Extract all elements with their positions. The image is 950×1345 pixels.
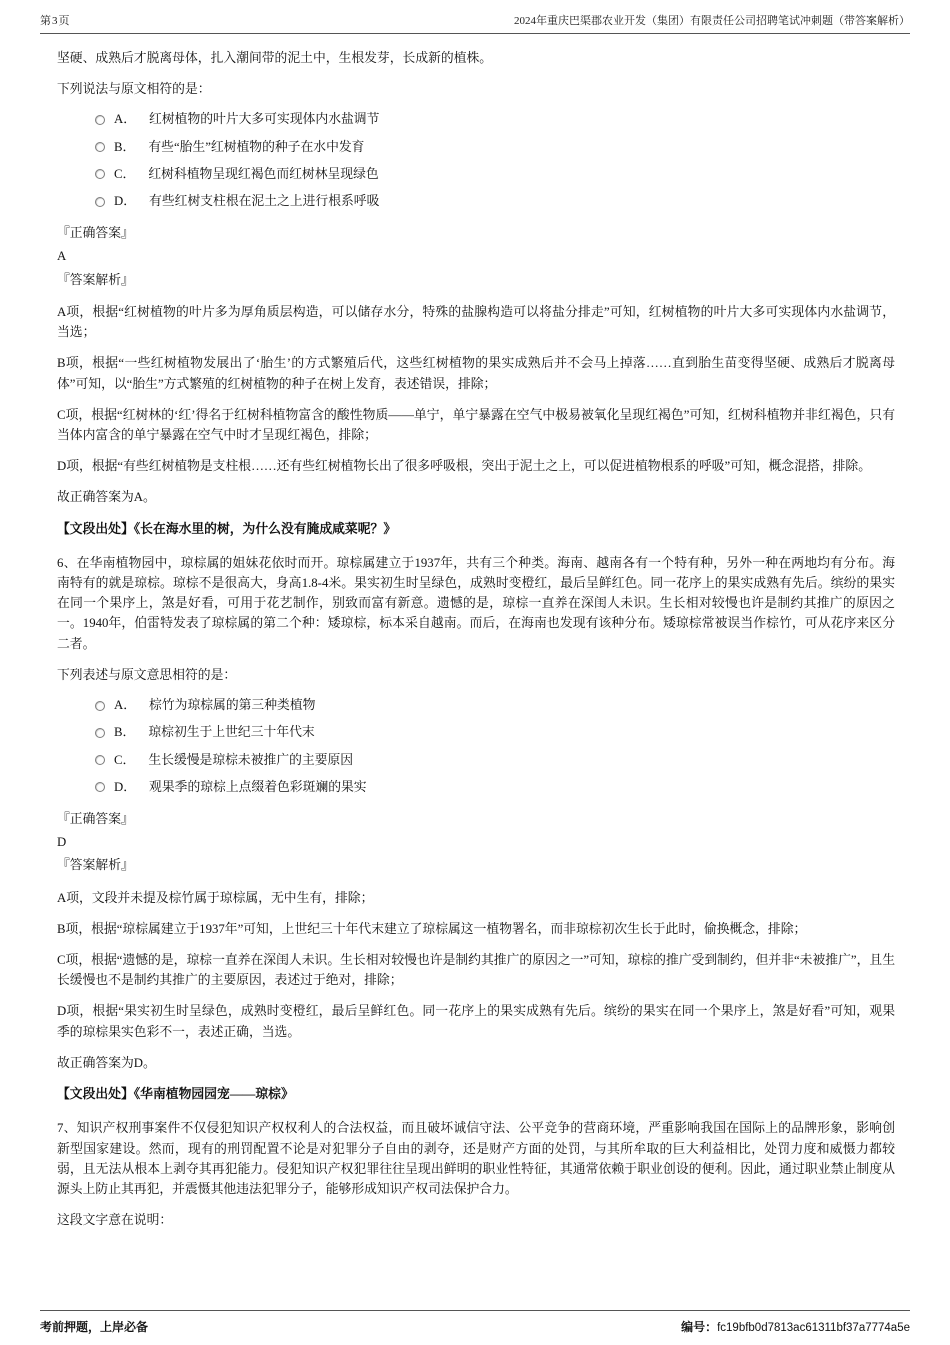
option-label: C． [114, 752, 136, 767]
analysis-header: 『答案解析』 [57, 858, 134, 873]
option-text: 观果季的琼棕上点缀着色彩斑斓的果实 [149, 779, 367, 794]
analysis-paragraph: D项，根据“果实初生时呈绿色，成熟时变橙红，最后呈鲜红色。同一花序上的果实成熟有先后。缤纷的果实在同一个果序上，煞是好看”可知，观果季的琼棕果实色彩不一，表述正确，当选。 [57, 1004, 895, 1039]
question-passage: 7、知识产权刑事案件不仅侵犯知识产权权利人的合法权益，而且破坏诚信守法、公平竞争的营商环境，严重影响我国在国际上的品牌形象，影响创新型国家建设。然而，现有的刑罚配置不论是对犯罪分子自由的剥夺，还是财产方面的处罚，与其所牟取的巨大利益相比，处罚力度和威慑力都较弱，且无法从根本上剥夺其再犯能力。侵犯知识产权犯罪往往呈现出鲜明的职业性特征，其通常依赖于职业创设的便利。因此，通过职业禁止制度从源头上防止其再犯，并震慑其他违法犯罪分子，能够形成知识产权司法保护合力。 [57, 1121, 895, 1196]
analysis-paragraph: C项，根据“遗憾的是，琼棕一直养在深闺人未识。生长相对较慢也许是制约其推广的原因之一”可知，琼棕的推广受到制约，但并非“未被推广”，且生长缓慢也不是制约其推广的主要原因，表述过于绝对，排除； [57, 952, 895, 988]
question-prompt: 下列说法与原文相符的是： [57, 82, 211, 97]
option-text: 有些红树支柱根在泥土之上进行根系呼吸 [149, 194, 380, 208]
option-label: D． [114, 779, 137, 794]
source-line: 【文段出处】《长在海水里的树，为什么没有腌成咸菜呢？》 [57, 521, 397, 536]
question-7-block [57, 1118, 895, 1230]
footer-serial-label: 编号： [681, 1320, 718, 1334]
option-label: B． [114, 139, 136, 154]
radio-button-icon[interactable] [95, 728, 105, 738]
radio-button-icon[interactable] [95, 701, 105, 711]
option-row-c[interactable] [95, 751, 895, 770]
correct-answer-value: D [57, 835, 67, 850]
option-row-b[interactable] [95, 138, 895, 157]
passage-continuation: 坚硬、成熟后才脱离母体，扎入潮间带的泥土中，生根发芽，长成新的植株。 [57, 51, 493, 65]
document-body [57, 48, 895, 1241]
options-group-q5 [95, 110, 895, 211]
footer-slogan: 考前押题，上岸必备 [40, 1320, 149, 1334]
option-label: D． [114, 194, 137, 208]
correct-answer-value: A [57, 249, 67, 264]
correct-answer-header: 『正确答案』 [57, 226, 134, 241]
option-text: 有些“胎生”红树植物的种子在水中发育 [148, 139, 365, 154]
option-text: 棕竹为琼棕属的第三种类植物 [149, 698, 316, 713]
question-5-block [57, 48, 895, 539]
footer-serial [681, 1318, 910, 1335]
footer-serial-value: fc19bfb0d7813ac61311bf37a7774a5e [717, 1322, 910, 1334]
radio-button-icon[interactable] [95, 169, 105, 179]
question-prompt: 这段文字意在说明： [57, 1213, 173, 1228]
analysis-paragraph: B项，根据“一些红树植物发展出了‘胎生’的方式繁殖后代，这些红树植物的果实成熟后并不会马上掉落……直到胎生苗变得坚硬、成熟后才脱离母体”可知，以“胎生”方式繁殖的红树植物的种子在树上发育，表述错误，排除； [57, 356, 895, 391]
page-footer [40, 1310, 910, 1335]
conclusion-line: 故正确答案为A。 [57, 490, 156, 505]
page-header [40, 12, 910, 34]
page-number: 第3页 [40, 15, 71, 27]
document-title: 2024年重庆巴渠郡农业开发（集团）有限责任公司招聘笔试冲刺题（带答案解析） [514, 15, 910, 27]
analysis-paragraph: A项，文段并未提及棕竹属于琼棕属，无中生有，排除； [57, 890, 374, 905]
option-row-c[interactable] [95, 165, 895, 184]
option-row-b[interactable] [95, 723, 895, 742]
option-text: 红树植物的叶片大多可实现体内水盐调节 [149, 112, 380, 127]
radio-button-icon[interactable] [95, 755, 105, 765]
option-row-a[interactable] [95, 110, 895, 129]
option-label: A． [114, 698, 137, 713]
conclusion-line: 故正确答案为D。 [57, 1055, 156, 1070]
options-group-q6 [95, 696, 895, 797]
option-row-a[interactable] [95, 696, 895, 715]
analysis-paragraph: B项，根据“琼棕属建立于1937年”可知，上世纪三十年代末建立了琼棕属这一植物署名，而非琼棕初次生长于此时，偷换概念，排除； [57, 921, 807, 936]
option-label: B． [114, 725, 136, 740]
correct-answer-header: 『正确答案』 [57, 811, 134, 826]
option-row-d[interactable] [95, 778, 895, 797]
option-label: A． [114, 112, 137, 127]
question-passage: 6、在华南植物园中，琼棕属的姐妹花依时而开。琼棕属建立于1937年，共有三个种类。海南、越南各有一个特有种，另外一种在两地均有分布。海南特有的就是琼棕。琼棕不是很高大，身高1.8-4米。果实初生时呈绿色，成熟时变橙红，最后呈鲜红色。同一花序上的果实成熟有先后。缤纷的果实在同一个果序上，煞是好看，可用于花艺制作，别致而富有新意。遗憾的是，琼棕一直养在深闺人未识。生长相对较慢也许是制约其推广的原因之一。1940年，伯雷特发表了琼棕属的第二个种：矮琼棕，标本采自越南。而后，在海南也发现有该种分布。矮琼棕常被误当作棕竹，可从花序来区分二者。 [57, 555, 895, 651]
radio-button-icon[interactable] [95, 142, 105, 152]
option-row-d[interactable] [95, 192, 895, 211]
option-text: 琼棕初生于上世纪三十年代末 [148, 725, 315, 740]
analysis-header: 『答案解析』 [57, 272, 134, 287]
analysis-paragraph: C项，根据“红树林的‘红’得名于红树科植物富含的酸性物质——单宁，单宁暴露在空气中极易被氧化呈现红褐色”可知，红树科植物并非红褐色，只有当体内富含的单宁暴露在空气中时才呈现红褐色，排除； [57, 407, 895, 442]
source-line: 【文段出处】《华南植物园园宠——琼棕》 [57, 1087, 294, 1102]
radio-button-icon[interactable] [95, 115, 105, 125]
question-prompt: 下列表述与原文意思相符的是： [57, 667, 237, 682]
radio-button-icon[interactable] [95, 782, 105, 792]
analysis-paragraph: A项，根据“红树植物的叶片多为厚角质层构造，可以储存水分，特殊的盐腺构造可以将盐分排走”可知，红树植物的叶片大多可实现体内水盐调节，当选； [57, 304, 895, 340]
option-label: C． [114, 166, 136, 181]
radio-button-icon[interactable] [95, 197, 105, 207]
option-text: 生长缓慢是琼棕未被推广的主要原因 [148, 752, 354, 767]
option-text: 红树科植物呈现红褐色而红树林呈现绿色 [148, 166, 379, 181]
analysis-paragraph: D项，根据“有些红树植物是支柱根……还有些红树植物长出了很多呼吸根，突出于泥土之上，可以促进植物根系的呼吸”可知，概念混搭，排除。 [57, 459, 872, 474]
question-6-block [57, 553, 895, 1104]
